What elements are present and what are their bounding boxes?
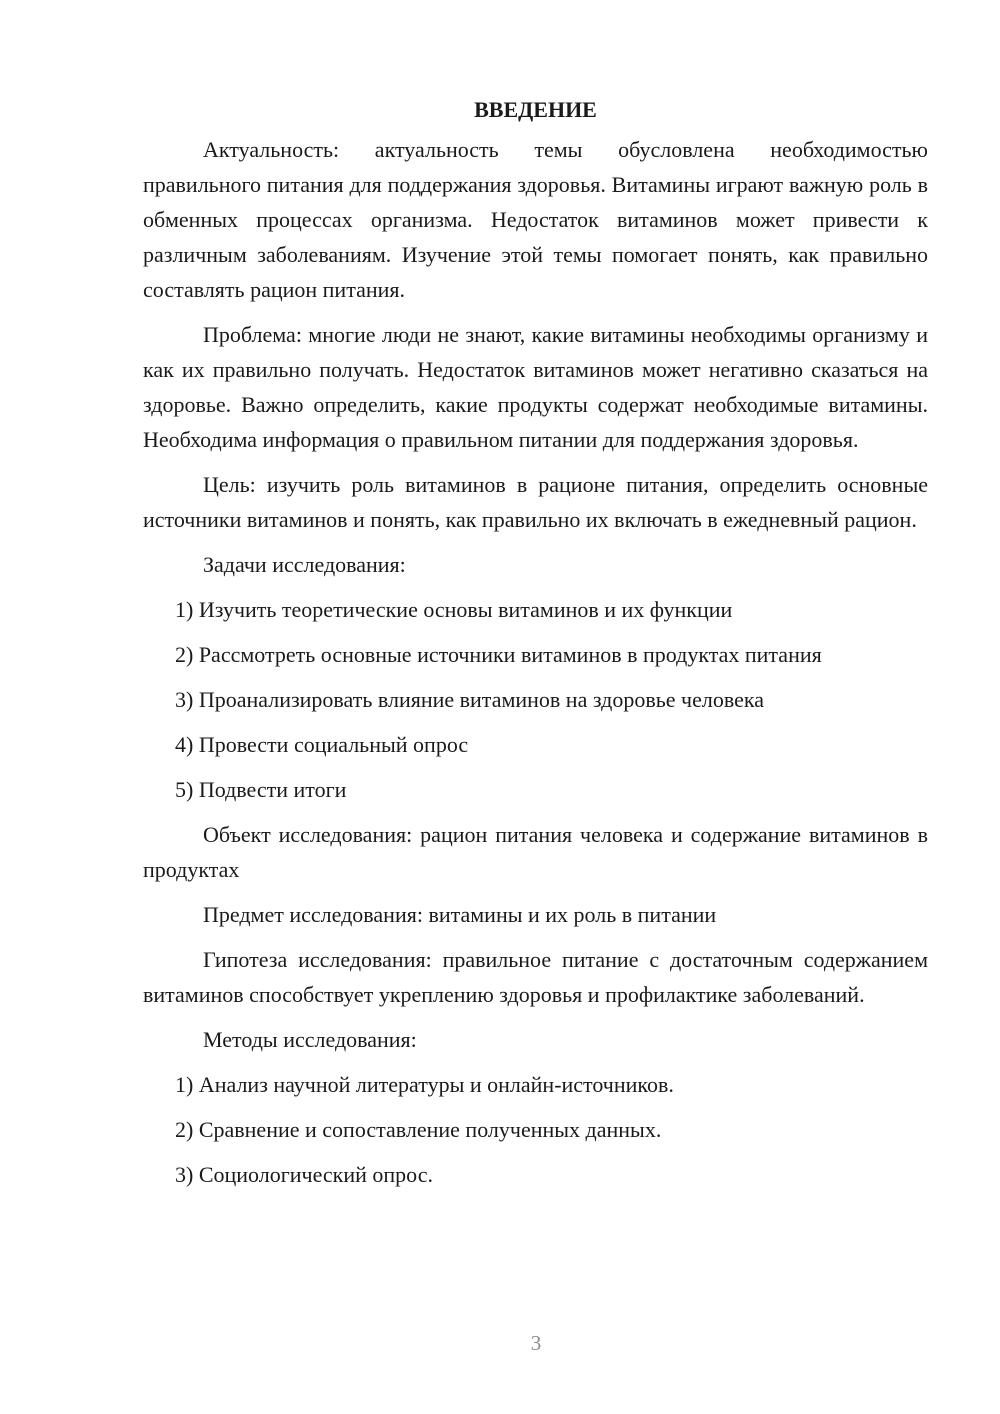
method-item: 3) Социологический опрос. [175, 1162, 433, 1187]
page-number: 3 [530, 1331, 542, 1355]
document-page [143, 92, 928, 1202]
method-item: 1) Анализ научной литературы и онлайн-источников. [175, 1072, 674, 1097]
object-paragraph: Объект исследования: рацион питания человека и содержание витаминов в продуктах [143, 822, 928, 882]
goal-paragraph: Цель: изучить роль витаминов в рационе питания, определить основные источники витаминов и понять, как правильно их включать в ежедневный рацион. [143, 472, 928, 532]
tasks-heading: Задачи исследования: [203, 552, 406, 577]
method-item: 2) Сравнение и сопоставление полученных данных. [175, 1117, 662, 1142]
section-title: ВВЕДЕНИЕ [474, 97, 597, 122]
subject-paragraph: Предмет исследования: витамины и их роль в питании [203, 902, 717, 927]
methods-heading: Методы исследования: [203, 1027, 417, 1052]
task-item: 4) Провести социальный опрос [175, 732, 469, 757]
relevance-paragraph: Актуальность: актуальность темы обусловлена необходимостью правильного питания для поддержания здоровья. Витамины играют важную роль в обменных процессах организма. Недостаток витаминов может привести к различным заболеваниям. Изучение этой темы помогает понять, как правильно составлять рацион питания. [143, 137, 928, 302]
task-item: 5) Подвести итоги [175, 777, 347, 802]
task-item: 3) Проанализировать влияние витаминов на здоровье человека [175, 687, 764, 712]
hypothesis-paragraph: Гипотеза исследования: правильное питание с достаточным содержанием витаминов способствует укреплению здоровья и профилактике заболеваний. [143, 947, 928, 1007]
task-item: 1) Изучить теоретические основы витаминов и их функции [175, 597, 733, 622]
task-item: 2) Рассмотреть основные источники витаминов в продуктах питания [175, 642, 822, 667]
problem-paragraph: Проблема: многие люди не знают, какие витамины необходимы организму и как их правильно получать. Недостаток витаминов может негативно сказаться на здоровье. Важно определить, какие продукты содержат необходимые витамины. Необходима информация о правильном питании для поддержания здоровья. [143, 322, 928, 452]
